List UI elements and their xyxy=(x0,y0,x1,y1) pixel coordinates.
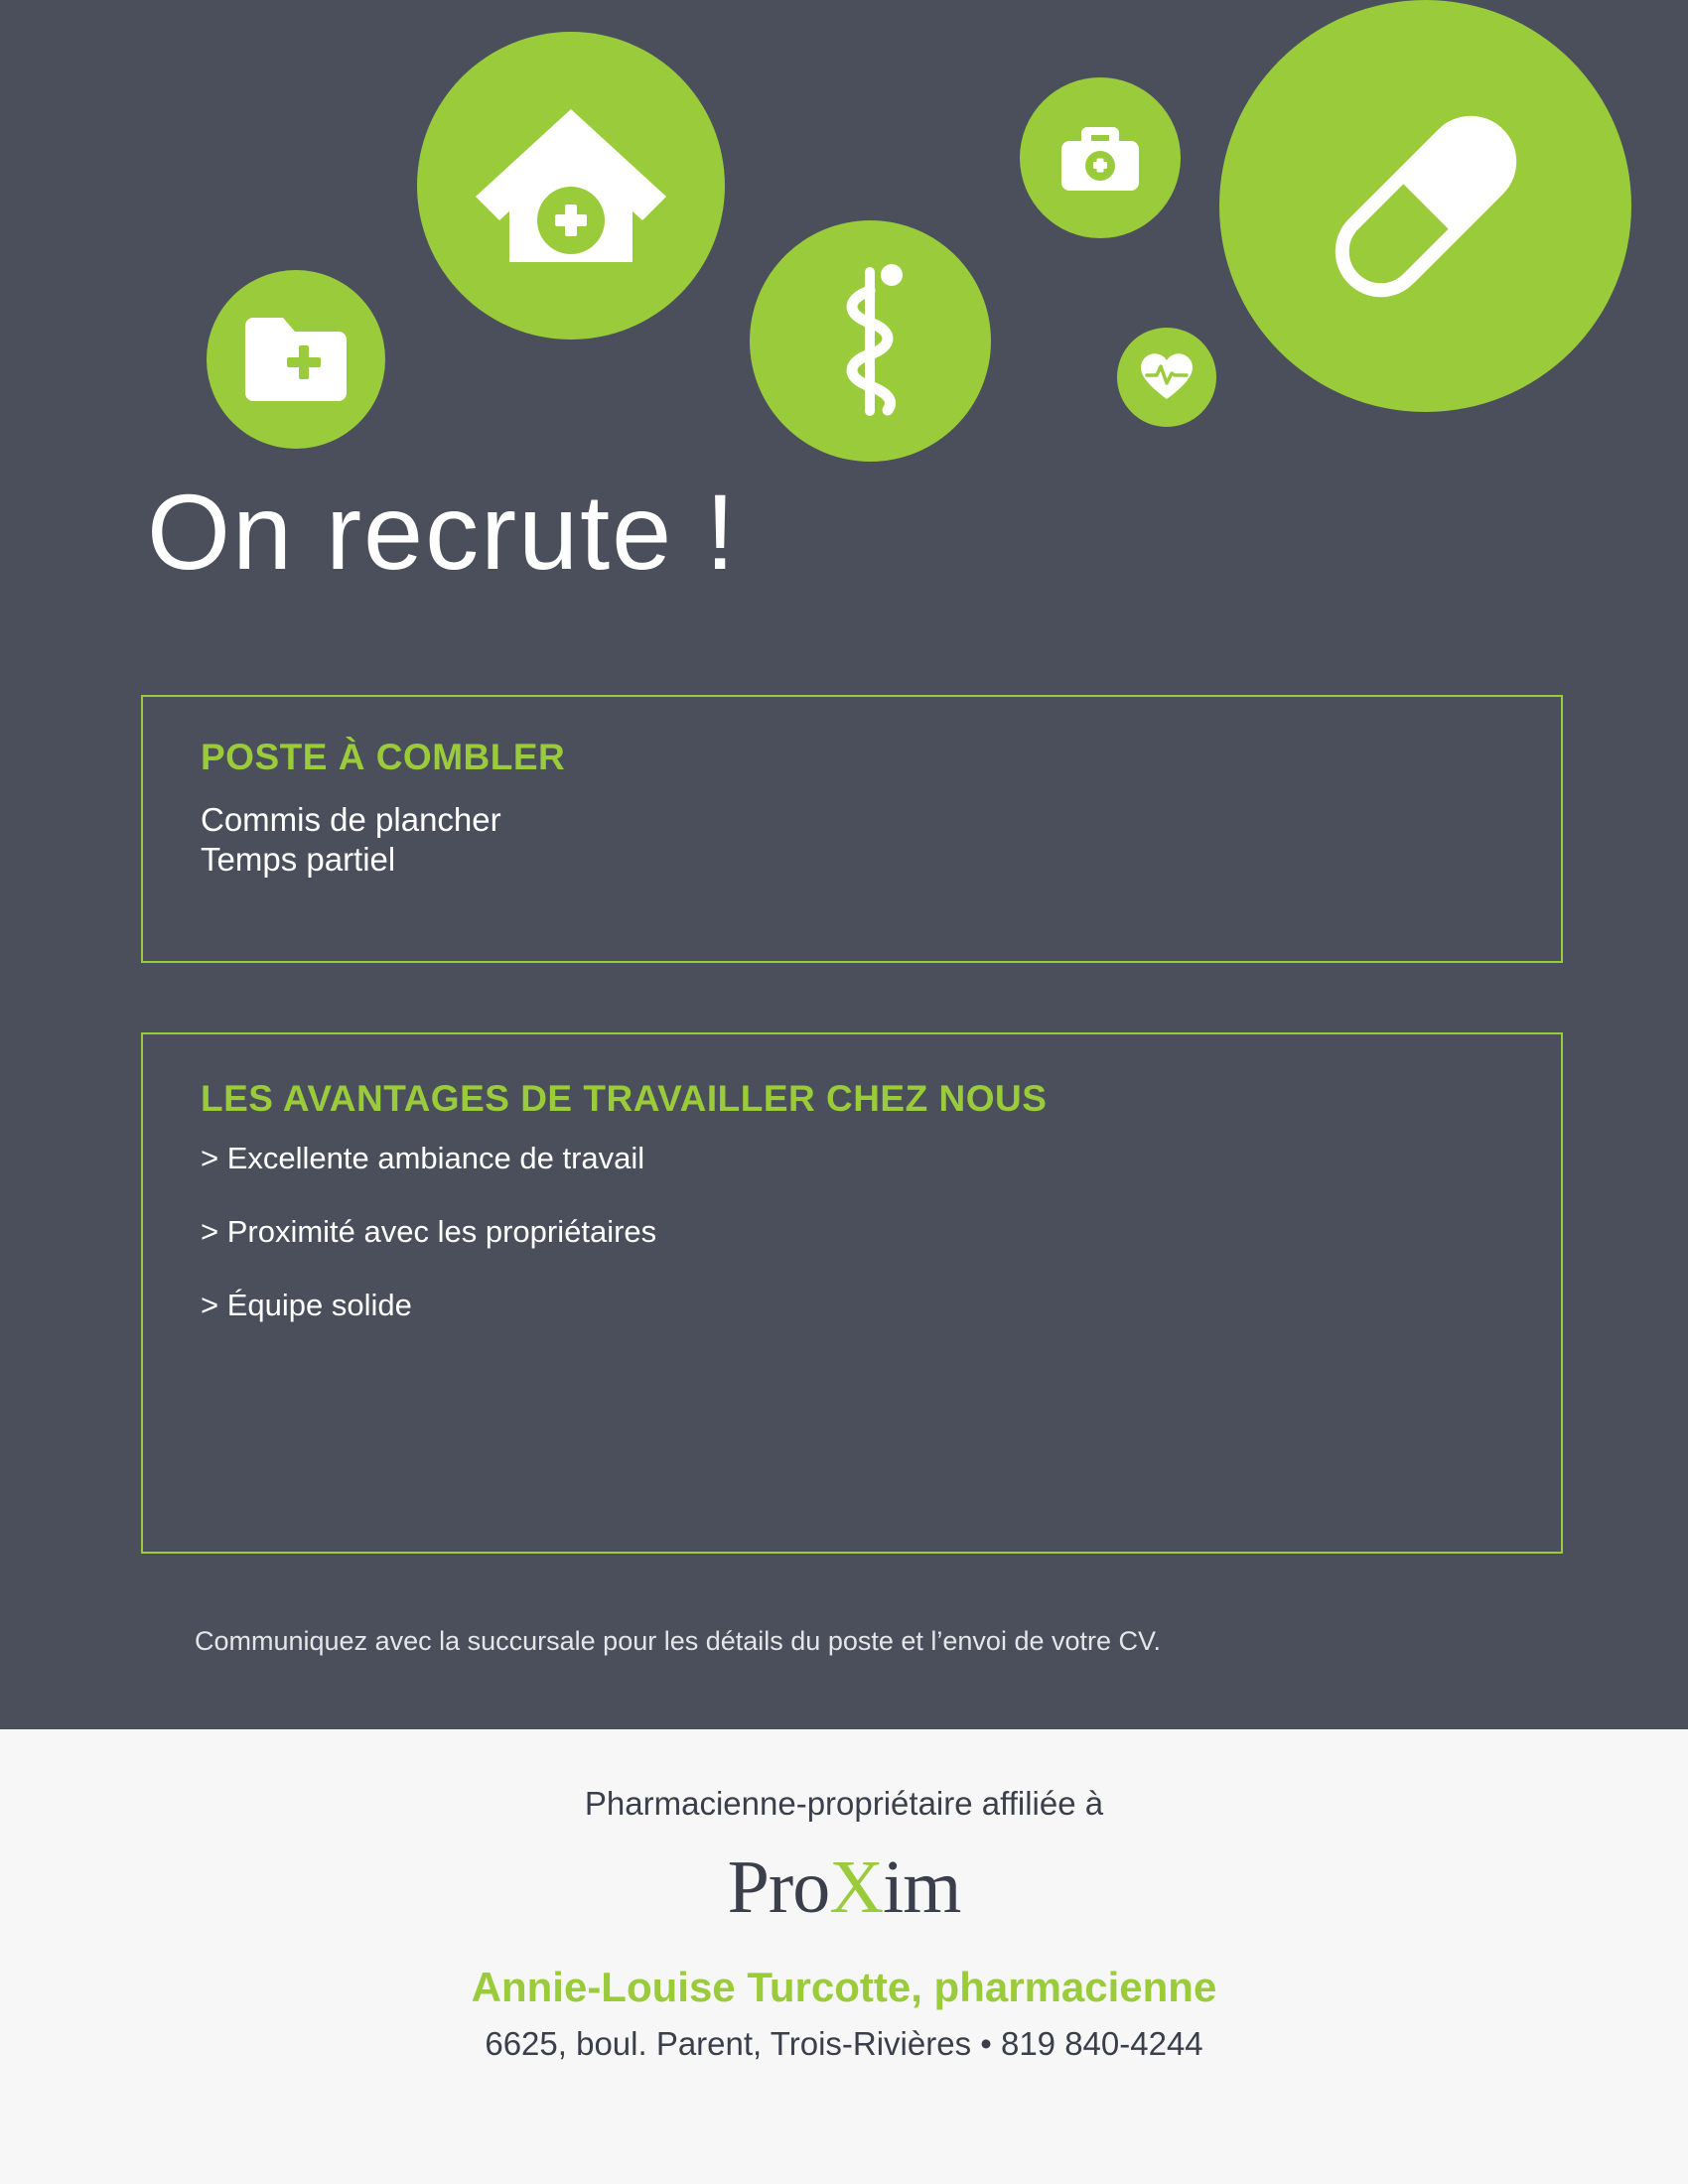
proxim-logo-text xyxy=(727,1845,961,1929)
avantage-item: > Excellente ambiance de travail xyxy=(201,1141,645,1175)
logo-part-x: X xyxy=(829,1845,884,1929)
avantage-item: > Équipe solide xyxy=(201,1288,412,1323)
poste-line-2: Temps partiel xyxy=(201,841,396,879)
folder-plus-icon xyxy=(207,270,385,449)
proxim-logo xyxy=(0,1844,1688,1930)
heart-pulse-icon xyxy=(1117,328,1216,427)
poste-line-1: Commis de plancher xyxy=(201,801,501,838)
avantage-item: > Proximité avec les propriétaires xyxy=(201,1214,657,1250)
first-aid-kit-icon xyxy=(1020,77,1181,238)
avantages-box xyxy=(141,1032,1563,1554)
page-title: On recrute ! xyxy=(147,472,738,592)
pharmacist-name: Annie-Louise Turcotte, pharmacienne xyxy=(471,1964,1217,2010)
avantages-title: LES AVANTAGES DE TRAVAILLER CHEZ NOUS xyxy=(201,1078,1048,1119)
affiliation-text: Pharmacienne-propriétaire affiliée à xyxy=(584,1785,1104,1822)
poste-a-combler-box xyxy=(141,695,1563,963)
rod-of-asclepius-icon xyxy=(750,220,991,462)
footer-panel xyxy=(0,1729,1688,2184)
poste-title: POSTE À COMBLER xyxy=(201,737,566,777)
pharmacy-address: 6625, boul. Parent, Trois-Rivières • 819 840-4244 xyxy=(485,2025,1203,2062)
logo-part-1: Pro xyxy=(727,1845,830,1929)
house-plus-icon xyxy=(417,32,725,340)
pill-capsule-icon xyxy=(1219,0,1631,412)
logo-part-2: im xyxy=(883,1845,961,1929)
contact-note: Communiquez avec la succursale pour les détails du poste et l’envoi de votre CV. xyxy=(195,1626,1162,1656)
